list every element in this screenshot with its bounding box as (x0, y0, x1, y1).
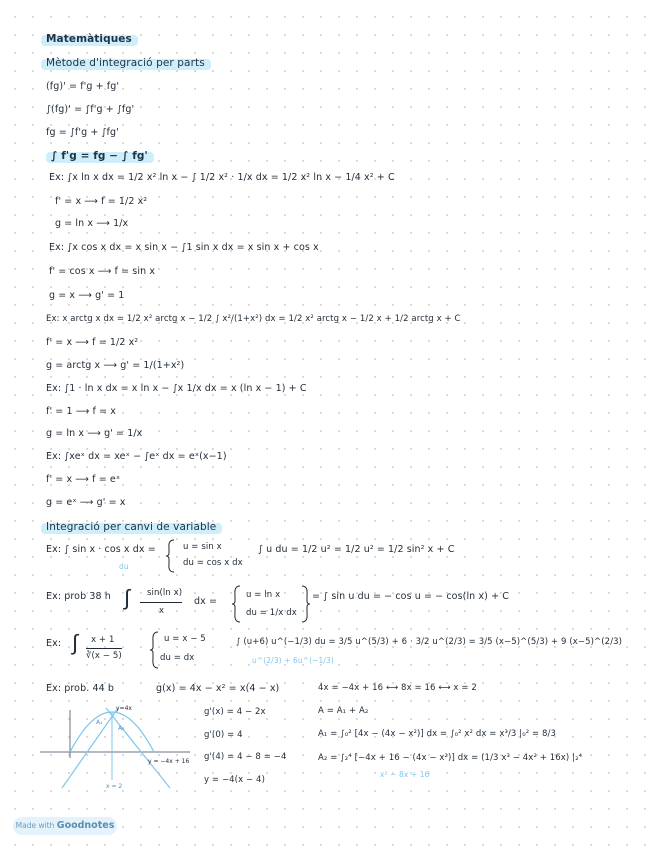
subst-example-1-left: Ex: ∫ sin x · cos x dx = (46, 544, 156, 555)
subst-example-3-under: u^(2/3) + 6u^(−1/3) (252, 656, 334, 665)
subst-example-2-right: = ∫ sin u du = − cos u = − cos(ln x) + C (312, 591, 509, 602)
brace-2-close-icon (300, 584, 312, 624)
subst-example-3-right: ∫ (u+6) u^(−1/3) du = 3/5 u^(5/3) + 6 · 3/2 u^(2/3) = 3/5 (x−5)^(5/3) + 9 (x−5)^(2/3) (236, 637, 623, 647)
subst-example-2-left: Ex: prob 38 h (46, 591, 111, 602)
example-2: Ex: ∫x cos x dx = x sin x − ∫1 sin x dx = x sin x + cos x (49, 242, 319, 253)
subst-example-3-u: u = x − 5 (164, 634, 206, 644)
derivation-line-1: (fg)' = f'g + fg' (46, 81, 120, 92)
area-a2-under: x² − 8x + 16 (380, 770, 430, 779)
subst-example-1-du: du (119, 562, 129, 571)
label-a1: A₁ (96, 719, 103, 726)
intersection-line: 4x = −4x + 16 ⟷ 8x = 16 ⟷ x = 2 (318, 683, 477, 693)
integral-sign-icon: ∫ (72, 631, 79, 656)
example-1: Ex: ∫x ln x dx = 1/2 x² ln x − ∫ 1/2 x² · 1/x dx = 1/2 x² ln x − 1/4 x² + C (49, 172, 395, 183)
tangent-line: y = −4(x − 4) (204, 775, 265, 785)
subst-example-3-denominator: ∛(x − 5) (86, 651, 122, 661)
subst-example-2-numerator: sin(ln x) (147, 588, 183, 598)
section-heading-integration-by-parts: Mètode d'integració per parts (46, 57, 205, 69)
brace-2-icon (230, 584, 242, 624)
made-with-label: Made with (15, 821, 55, 830)
brand-label: Goodnotes (56, 820, 115, 831)
brace-3-icon (148, 630, 160, 670)
derivative-line-3: g'(4) = 4 − 8 = −4 (204, 752, 287, 762)
example-5-g: g = eˣ ⟶ g' = x (46, 497, 126, 508)
area-sum-line: A = A₁ + A₂ (318, 706, 369, 716)
subst-example-2-dx: dx = (194, 596, 218, 607)
area-example-left: Ex: prob. 44 b (46, 683, 114, 694)
example-3-g: g = arctg x ⟶ g' = 1/(1+x²) (46, 360, 185, 371)
fraction-bar (140, 602, 182, 603)
parts-formula: ∫ f'g = fg − ∫ fg' (51, 150, 148, 162)
label-a2: A₂ (118, 725, 125, 732)
subst-example-1-right: ∫ u du = 1/2 u² = 1/2 u² = 1/2 sin² x + C (258, 544, 455, 555)
subst-example-2-du-def: du = 1/x dx (246, 608, 297, 618)
example-4-g: g = ln x ⟶ g' = 1/x (46, 428, 143, 439)
example-2-g: g = x ⟶ g' = 1 (49, 290, 125, 301)
example-5-fprime: f' = x ⟶ f = eˣ (46, 474, 121, 485)
example-2-fprime: f' = cos x ⟶ f = sin x (49, 266, 156, 277)
derivative-line-2: g'(0) = 4 (204, 730, 243, 740)
derivation-line-2: ∫(fg)' = ∫f'g + ∫fg' (46, 104, 135, 115)
area-a2-line: A₂ = ∫₂⁴ [−4x + 16 − (4x − x²)] dx = (1/3 x³ − 4x² + 16x) |₂⁴ (318, 753, 583, 763)
area-a1-line: A₁ = ∫₀² [4x − (4x − x²)] dx = ∫₀² x² dx = x³/3 |₀² = 8/3 (318, 729, 557, 739)
example-5: Ex: ∫xeˣ dx = xeˣ − ∫eˣ dx = eˣ(x−1) (46, 451, 227, 462)
derivation-line-3: fg = ∫f'g + ∫fg' (46, 127, 119, 138)
section-heading-substitution: Integració per canvi de variable (46, 521, 217, 533)
subst-example-3-numerator: x + 1 (91, 635, 115, 645)
label-y4x: y=4x (116, 705, 132, 712)
example-3-fprime: f' = x ⟶ f = 1/2 x² (46, 337, 139, 348)
subst-example-1-u: u = sin x (183, 542, 222, 552)
derivative-line-1: g'(x) = 4 − 2x (204, 707, 266, 717)
example-1-fprime: f' = x ⟶ f = 1/2 x² (55, 196, 148, 207)
tangent-right (106, 708, 170, 788)
page-title: Matemàtiques (46, 33, 132, 45)
example-4: Ex: ∫1 · ln x dx = x ln x − ∫x 1/x dx = x (ln x − 1) + C (46, 383, 307, 394)
subst-example-1-du-def: du = cos x dx (183, 558, 243, 568)
subst-example-2-u: u = ln x (246, 590, 281, 600)
fraction-bar (86, 648, 122, 649)
label-x2: x = 2 (106, 783, 123, 790)
example-1-g: g = ln x ⟶ 1/x (55, 218, 129, 229)
subst-example-3-du-def: du = dx (160, 653, 195, 663)
brace-1-icon (164, 538, 176, 574)
subst-example-3-left: Ex: (46, 638, 62, 649)
area-graph (40, 700, 194, 792)
label-tangent: y = −4x + 16 (148, 758, 190, 765)
subst-example-2-denominator: x (159, 606, 165, 616)
integral-sign-icon: ∫ (124, 586, 131, 611)
example-3: Ex: x arctg x dx = 1/2 x² arctg x − 1/2 ∫ x²/(1+x²) dx = 1/2 x² arctg x − 1/2 x + 1/2 arctg x + C (46, 314, 461, 324)
example-4-fprime: f' = 1 ⟶ f = x (46, 406, 117, 417)
area-example-function: g(x) = 4x − x² = x(4 − x) (156, 683, 280, 694)
goodnotes-badge (13, 817, 117, 835)
